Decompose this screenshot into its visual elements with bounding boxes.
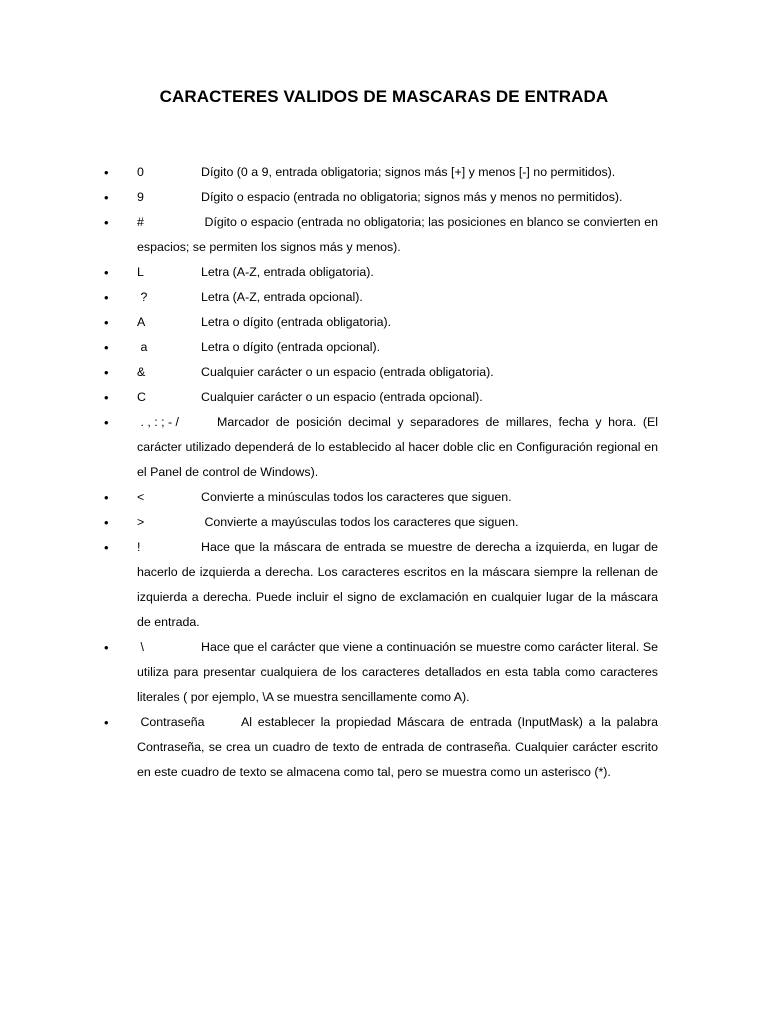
mask-code: > xyxy=(137,515,145,529)
bullet-icon: • xyxy=(104,315,109,330)
mask-description: Hace que el carácter que viene a continuación se muestre como carácter literal. Se utiliza para presentar cualquiera de los caracteres detallados en esta tabla como caracteres literales ( por ejemplo, \A se muestra sencillamente como A). xyxy=(137,640,658,704)
mask-code: 0 xyxy=(137,165,144,179)
bullet-icon: • xyxy=(104,515,109,530)
bullet-icon: • xyxy=(104,365,109,380)
mask-code: L xyxy=(137,265,144,279)
bullet-icon: • xyxy=(104,165,109,180)
bullet-icon: • xyxy=(104,340,109,355)
mask-code: C xyxy=(137,390,146,404)
list-item xyxy=(0,335,768,360)
bullet-icon: • xyxy=(104,415,109,430)
mask-description: Convierte a mayúsculas todos los caracteres que siguen. xyxy=(201,515,519,529)
list-item xyxy=(0,160,768,185)
list-item xyxy=(0,360,768,385)
mask-description: Dígito o espacio (entrada no obligatoria; signos más y menos no permitidos). xyxy=(201,190,623,204)
bullet-icon: • xyxy=(104,715,109,730)
list-item xyxy=(0,385,768,410)
mask-character-list xyxy=(0,160,768,785)
bullet-icon: • xyxy=(104,290,109,305)
bullet-icon: • xyxy=(104,265,109,280)
mask-description: Al establecer la propiedad Máscara de entrada (InputMask) a la palabra Contraseña, se crea un cuadro de texto de entrada de contraseña. Cualquier carácter escrito en este cuadro de texto se almacena como tal, pero se muestra como un asterisco (*). xyxy=(137,715,658,779)
page-title: CARACTERES VALIDOS DE MASCARAS DE ENTRADA xyxy=(159,87,609,106)
list-item xyxy=(0,635,768,710)
mask-code: \ xyxy=(137,640,144,654)
bullet-icon: • xyxy=(104,540,109,555)
mask-code: < xyxy=(137,490,145,504)
mask-description: Hace que la máscara de entrada se muestre de derecha a izquierda, en lugar de hacerlo de izquierda a derecha. Los caracteres escritos en la máscara siempre la rellenan de izquierda a derecha. Puede incluir el signo de exclamación en cualquier lugar de la máscara de entrada. xyxy=(137,540,658,629)
mask-code: a xyxy=(137,340,148,354)
list-item xyxy=(0,710,768,785)
list-item xyxy=(0,535,768,635)
mask-description: Letra o dígito (entrada opcional). xyxy=(201,340,381,354)
mask-code: . , : ; - / xyxy=(137,415,179,429)
list-item xyxy=(0,260,768,285)
list-item xyxy=(0,185,768,210)
list-item xyxy=(0,485,768,510)
bullet-icon: • xyxy=(104,215,109,230)
mask-code: ! xyxy=(137,540,141,554)
mask-description: Marcador de posición decimal y separadores de millares, fecha y hora. (El carácter utilizado dependerá de lo establecido al hacer doble clic en Configuración regional en el Panel de control de Windows). xyxy=(137,415,658,479)
mask-code: Contraseña xyxy=(137,715,205,729)
mask-code: ? xyxy=(137,290,148,304)
mask-description: Convierte a minúsculas todos los caracteres que siguen. xyxy=(201,490,512,504)
mask-code: & xyxy=(137,365,146,379)
mask-description: Letra (A-Z, entrada opcional). xyxy=(201,290,363,304)
bullet-icon: • xyxy=(104,390,109,405)
mask-description: Cualquier carácter o un espacio (entrada obligatoria). xyxy=(201,365,494,379)
mask-description: Dígito (0 a 9, entrada obligatoria; signos más [+] y menos [-] no permitidos). xyxy=(201,165,616,179)
bullet-icon: • xyxy=(104,640,109,655)
mask-description: Letra (A-Z, entrada obligatoria). xyxy=(201,265,374,279)
list-item xyxy=(0,510,768,535)
mask-code: 9 xyxy=(137,190,144,204)
list-item xyxy=(0,285,768,310)
list-item xyxy=(0,210,768,260)
mask-description: Letra o dígito (entrada obligatoria). xyxy=(201,315,392,329)
mask-code: # xyxy=(137,215,144,229)
mask-code: A xyxy=(137,315,146,329)
list-item xyxy=(0,310,768,335)
bullet-icon: • xyxy=(104,490,109,505)
mask-description: Cualquier carácter o un espacio (entrada opcional). xyxy=(201,390,483,404)
mask-description: Dígito o espacio (entrada no obligatoria; las posiciones en blanco se convierten en espacios; se permiten los signos más y menos). xyxy=(137,215,658,254)
list-item xyxy=(0,410,768,485)
bullet-icon: • xyxy=(104,190,109,205)
